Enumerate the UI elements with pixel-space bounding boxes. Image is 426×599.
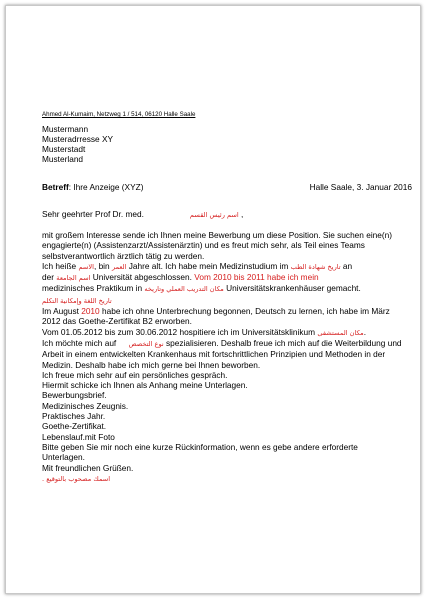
attachment-item: Bewerbungsbrief. xyxy=(42,390,107,401)
salutation-placeholder-ar: اسم رئيس القسم xyxy=(189,211,239,219)
body-paragraph-intro: mit großem Interesse sende ich Ihnen meine Bewerbung um diese Position. Sie suchen eine(n) engagierte(n) (Assistenzarzt/Assistenärztin) und es freut mich sehr, als Teil eines Teams selbstverantwortlich ärztlich tätig zu werden. xyxy=(42,230,393,261)
attachment-item: Praktisches Jahr. xyxy=(42,411,106,422)
recipient-line-country: Musterland xyxy=(42,154,84,164)
body-line: Ich freue mich sehr auf ein persönliches gespräch. xyxy=(42,369,228,380)
salutation-comma: , xyxy=(241,209,244,219)
text-span: Ich heiße xyxy=(42,260,79,271)
placeholder-name: الاسم xyxy=(78,262,94,271)
text-span: an xyxy=(340,260,353,271)
text-span: . xyxy=(363,326,366,337)
salutation xyxy=(42,209,243,219)
placeholder-degree-date: تاريخ شهادة الطب xyxy=(290,262,341,271)
body-paragraph-hospitation xyxy=(42,327,402,338)
body-line: Hiermit schicke ich Ihnen als Anhang meine Unterlagen. xyxy=(42,380,248,391)
text-span: , bin xyxy=(93,260,112,271)
recipient-line-street: Musteradrresse XY xyxy=(42,134,114,144)
text-span: Vom 01.05.2012 bis zum 30.06.2012 hospitiere ich im Universitätsklinikum xyxy=(42,326,318,337)
placeholder-specialty: نوع التخصص xyxy=(128,339,164,348)
placeholder-internship-place: مكان التدريب العملي وتاريخه xyxy=(144,285,224,294)
salutation-text: Sehr geehrter Prof Dr. med. xyxy=(42,209,144,219)
body-line-language-placeholder xyxy=(42,295,402,306)
placeholder-language-history: تاريخ اللغة وإمكانية التكلم xyxy=(42,296,112,305)
closing-line: Mit freundlichen Grüßen. xyxy=(42,462,134,473)
signature-line xyxy=(42,473,402,484)
text-span: Ich möchte mich auf xyxy=(42,337,119,348)
letter-date: Halle Saale, 3. Januar 2016 xyxy=(309,182,412,192)
text-span: der xyxy=(42,272,57,283)
attachment-item: Goethe-Zertifikat. xyxy=(42,421,107,432)
subject-text: : Ihre Anzeige (XYZ) xyxy=(68,182,144,192)
recipient-line-city: Musterstadt xyxy=(42,144,86,154)
subject-line xyxy=(42,182,143,192)
highlight-year: 2010 xyxy=(81,306,100,317)
text-span: Im August xyxy=(42,306,82,317)
body-paragraph-german xyxy=(42,306,402,327)
placeholder-university: اسم الجامعة xyxy=(56,274,91,283)
letter-body xyxy=(42,230,402,484)
body-paragraph-personal xyxy=(42,261,402,295)
text-span: Universitätskrankenhäuser gemacht. xyxy=(223,283,361,294)
placeholder-hospital: مكان المستشفى xyxy=(317,328,364,337)
placeholder-age: العمر xyxy=(111,262,127,271)
body-paragraph-specialization xyxy=(42,338,402,370)
subject-label: Betreff xyxy=(42,182,69,192)
body-line: Bitte geben Sie mir noch eine kurze Rückinformation, wenn es gebe andere erforderte Unterlagen. xyxy=(42,441,358,463)
text-span: spezialisieren. Deshalb freue ich mich auf die Weiterbildung und Arbeit in einem entwickelten Krankenhaus mit fortschrittlichen Prinzipien und Methoden in der Medizin. Deshalb habe ich mich gerne bei Ihnen beworben. xyxy=(42,337,402,370)
text-span: medizinisches Praktikum in xyxy=(42,283,145,294)
highlight-internship-period: Vom 2010 bis 2011 habe ich mein xyxy=(194,272,319,283)
text-span: Jahre alt. Ich habe mein Medizinstudium im xyxy=(126,260,291,271)
attachment-item: Medizinisches Zeugnis. xyxy=(42,400,129,411)
text-span: Universität abgeschlossen. xyxy=(90,272,195,283)
placeholder-signature: اسمك مصحوب بالتوقيع . xyxy=(42,474,111,483)
sender-line: Ahmed Al-Kumaim, Netzweg 1 / 514, 06120 Halle Saale xyxy=(42,111,196,118)
attachment-item: Lebenslauf.mit Foto xyxy=(42,431,115,442)
text-span: habe ich ohne Unterbrechung begonnen, Deutsch zu lernen, ich habe im März 2012 das Goethe-Zertifikat B2 erworben. xyxy=(42,306,390,327)
recipient-line-name: Mustermann xyxy=(42,124,89,134)
